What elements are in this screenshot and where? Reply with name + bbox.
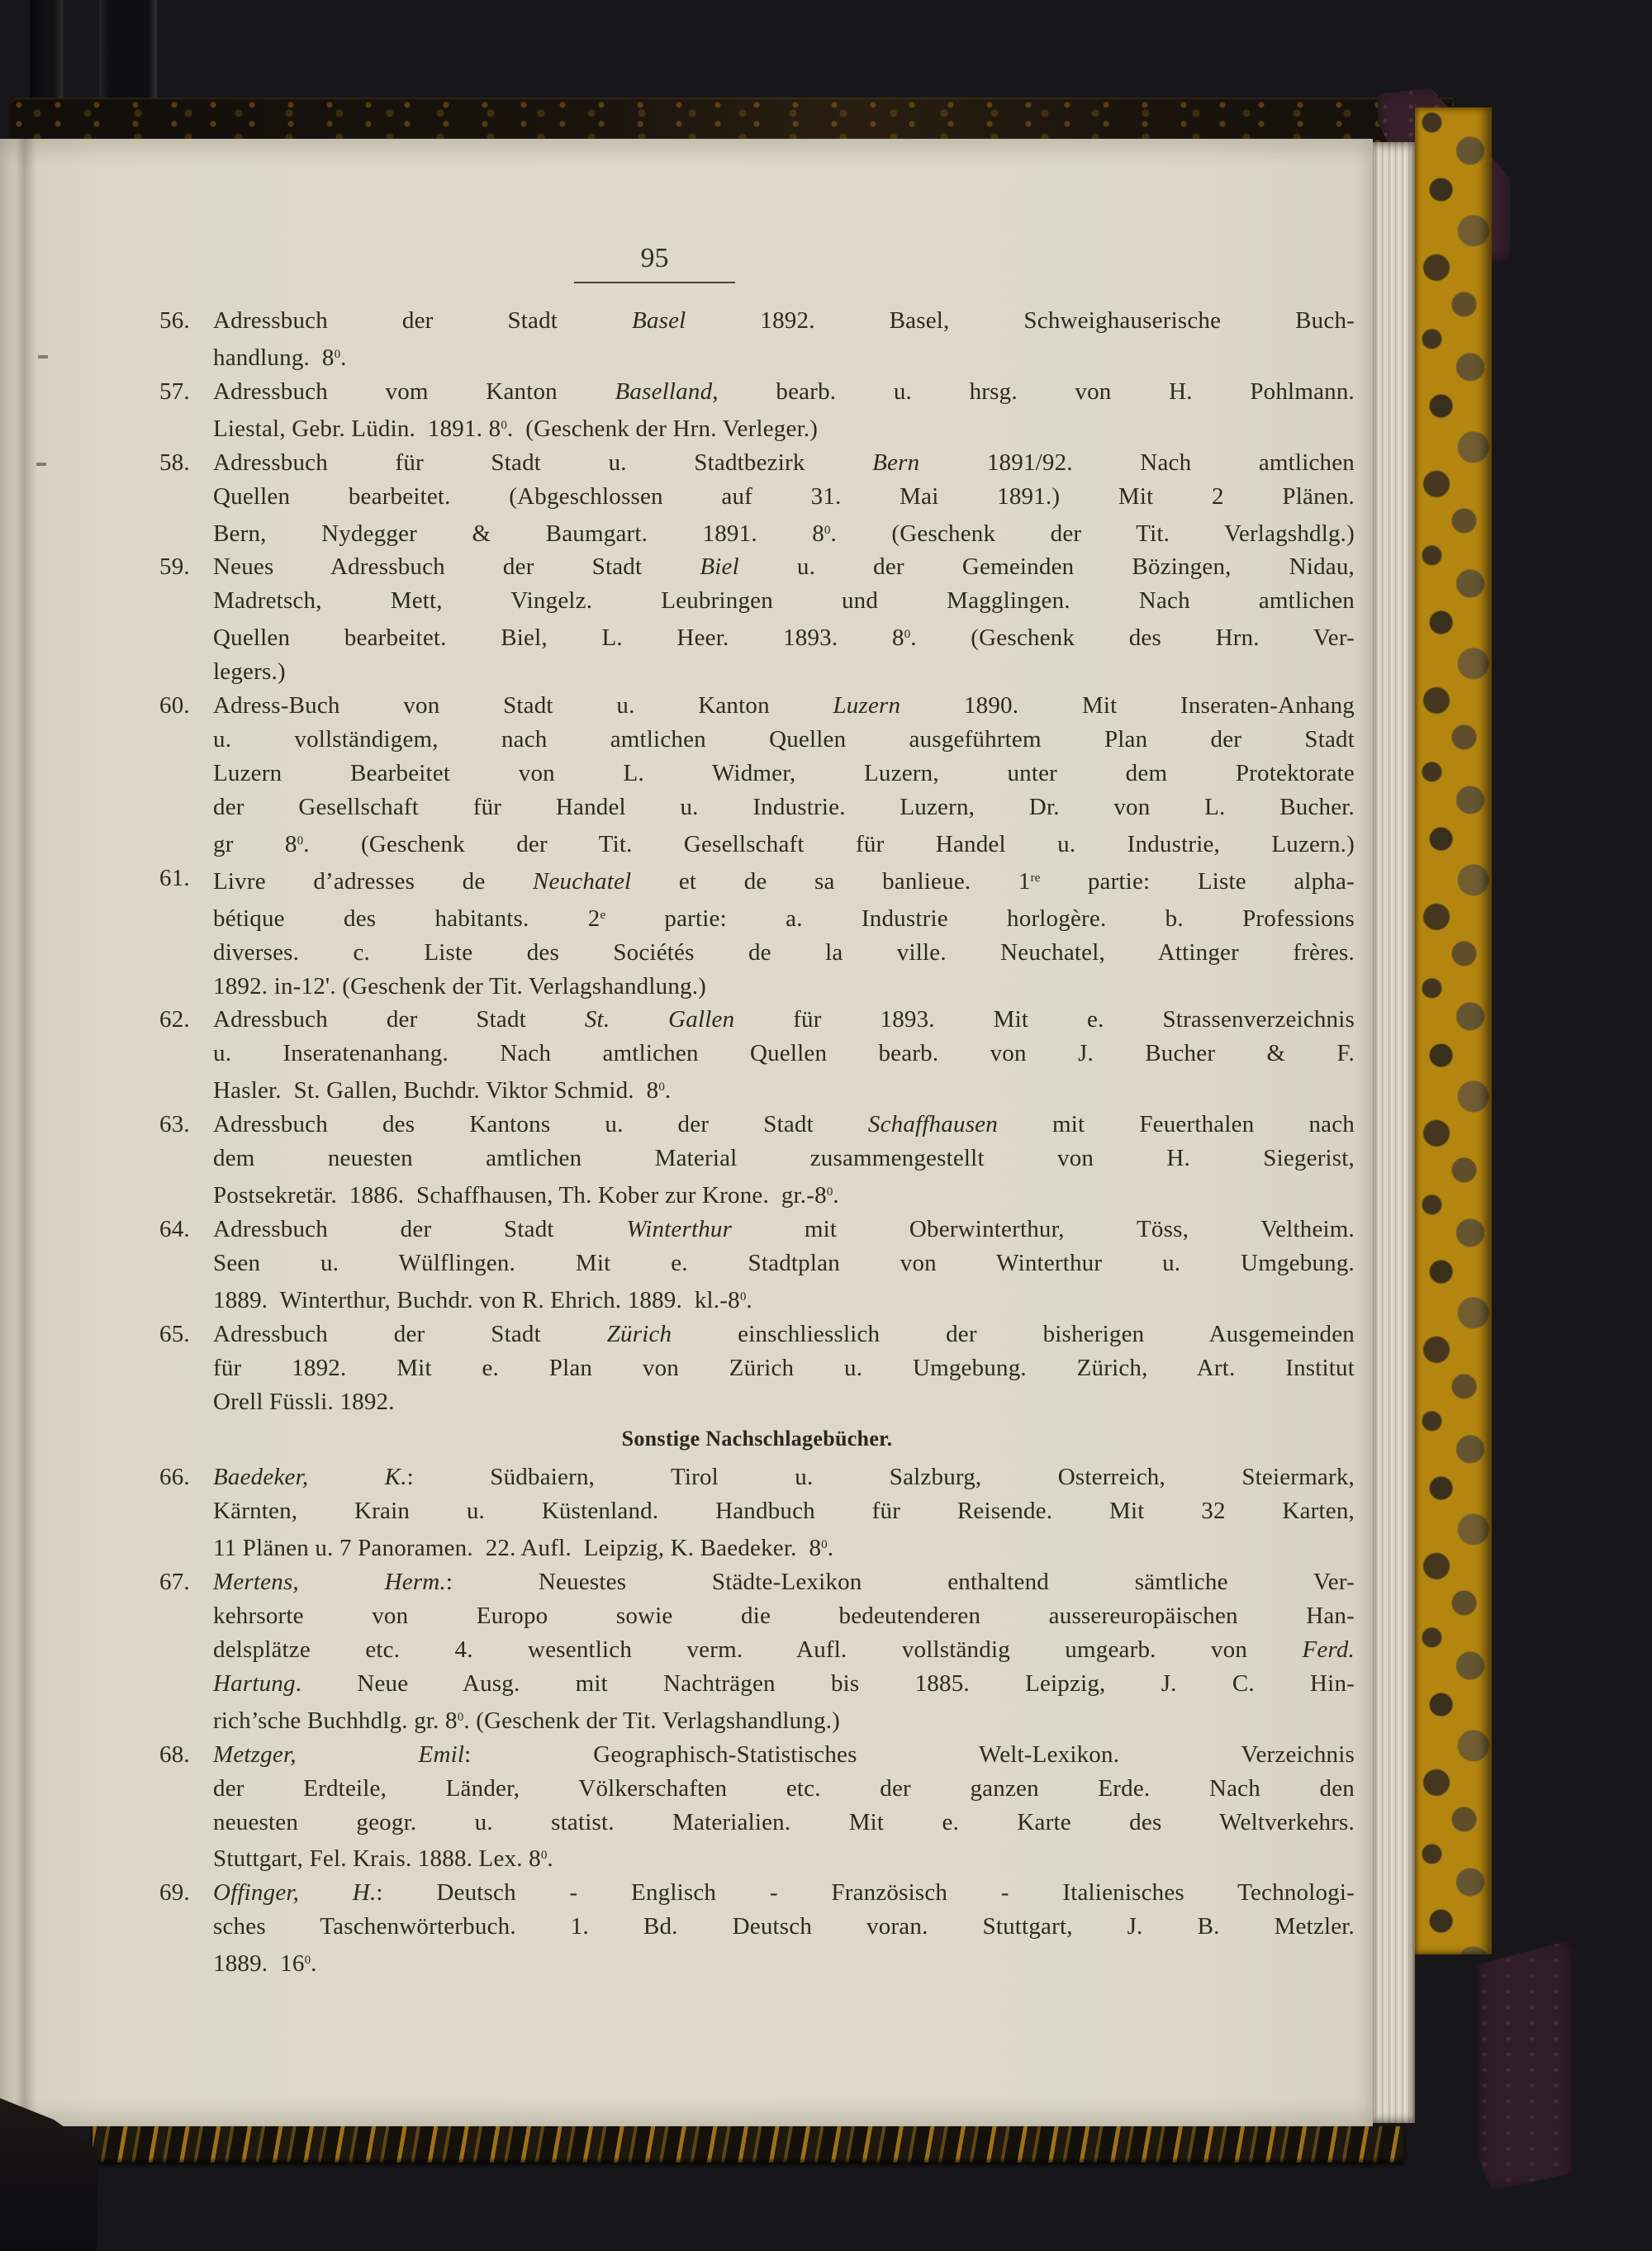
text-segment: Hasler. St. Gallen, Buchdr. Viktor Schmid. 8 (213, 1077, 659, 1104)
text-segment: dem neuesten amtlichen Material zusammengestellt von H. Siegerist, (213, 1145, 1355, 1172)
italic-text: Biel (700, 553, 739, 581)
text-segment: : Geographisch-Statistisches Welt-Lexikon. Verzeichnis (464, 1740, 1355, 1768)
text-line (213, 1876, 1355, 1910)
text-segment: Postsekretär. 1886. Schaffhausen, Th. Kober zur Krone. gr.-8 (213, 1182, 827, 1209)
text-segment: : Neuestes Städte-Lexikon enthaltend sämtliche Ver- (445, 1569, 1355, 1596)
entry-number: 69. (159, 1879, 190, 1907)
text-segment: Orell Füssli. 1892. (213, 1388, 395, 1415)
text-segment: Adressbuch vom Kanton (213, 378, 615, 405)
text-line (213, 1318, 1355, 1351)
text-line (213, 862, 1355, 899)
entry-list-city-addressbooks (159, 304, 1355, 1418)
entry-number: 61. (159, 864, 190, 891)
text-segment: Adressbuch des Kantons u. der Stadt (213, 1111, 868, 1138)
superscript-text: 0 (501, 418, 507, 432)
text-segment: Adressbuch der Stadt (213, 1320, 607, 1347)
text-line (213, 409, 1355, 446)
text-line (213, 1385, 1355, 1419)
text-line (213, 1806, 1355, 1840)
italic-text: Offinger, H. (213, 1879, 377, 1907)
italic-text: Bern (872, 449, 920, 476)
italic-text: Ferd. (1302, 1636, 1355, 1663)
text-segment: kehrsorte von Europo sowie die bedeutenderen aussereuropäischen Han- (213, 1603, 1355, 1630)
entry-number: 57. (159, 378, 190, 405)
text-segment: 1889. 16 (213, 1950, 305, 1978)
text-segment: bétique des habitants. 2 (213, 905, 601, 932)
catalog-entry (159, 446, 1355, 551)
text-line (213, 1142, 1355, 1175)
section-heading: Sonstige Nachschlagebücher. (621, 1427, 893, 1451)
catalog-entry (159, 1003, 1355, 1108)
text-segment: sches Taschenwörterbuch. 1. Bd. Deutsch voran. Stuttgart, J. B. Metzler. (213, 1913, 1355, 1940)
superscript-text: 0 (824, 523, 831, 537)
text-segment: . (311, 1950, 317, 1978)
text-segment: Adress-Buch von Stadt u. Kanton (213, 692, 833, 719)
text-line (213, 791, 1355, 824)
text-segment: mit Oberwinterthur, Töss, Veltheim. (732, 1215, 1355, 1242)
text-segment: , bearb. u. hrsg. von H. Pohlmann. (712, 378, 1355, 405)
superscript-text: e (600, 908, 606, 922)
text-line (213, 1247, 1355, 1280)
text-line (213, 1738, 1355, 1772)
entry-list-other-reference-books (159, 1460, 1355, 1981)
superscript-text: 0 (821, 1538, 828, 1552)
superscript-text: 0 (904, 628, 911, 642)
text-line (213, 618, 1355, 655)
text-segment: Liestal, Gebr. Lüdin. 1891. 8 (213, 415, 501, 442)
text-segment: : Deutsch - Englisch - Französisch - Italienisches Technologi- (376, 1879, 1355, 1907)
book-cover-top-edge (10, 97, 1454, 142)
text-segment: Kärnten, Krain u. Küstenland. Handbuch für Reisende. Mit 32 Karten, (213, 1498, 1355, 1525)
text-segment: 1891/92. Nach amtlichen (919, 449, 1355, 476)
text-segment: diverses. c. Liste des Sociétés de la ville. Neuchatel, Attinger frères. (213, 938, 1355, 966)
text-segment: . (Geschenk der Tit. Verlagshdlg.) (830, 520, 1355, 547)
superscript-text: 0 (457, 1710, 464, 1724)
text-segment: . (833, 1182, 839, 1209)
text-line (213, 1633, 1355, 1667)
text-line (213, 1108, 1355, 1142)
text-segment: für 1892. Mit e. Plan von Zürich u. Umgebung. Zürich, Art. Institut (213, 1354, 1355, 1381)
text-segment: . Neue Ausg. mit Nachträgen bis 1885. Leipzig, J. C. Hin- (295, 1669, 1355, 1697)
text-line (213, 480, 1355, 514)
superscript-text: 0 (297, 833, 304, 848)
page-fore-edge (1373, 142, 1415, 2123)
text-segment: . (340, 344, 347, 371)
text-segment: Quellen bearbeitet. Biel, L. Heer. 1893. 8 (213, 624, 904, 652)
text-segment: gr 8 (213, 830, 297, 857)
text-line (213, 1701, 1355, 1738)
text-line (213, 655, 1355, 689)
text-segment: für 1893. Mit e. Strassenverzeichnis (734, 1006, 1355, 1033)
text-segment: u. Inseratenanhang. Nach amtlichen Quellen bearb. von J. Bucher & F. (213, 1040, 1355, 1067)
catalog-entry (159, 375, 1355, 446)
page-gutter-crease (15, 139, 36, 2126)
text-segment: Seen u. Wülflingen. Mit e. Stadtplan von Winterthur u. Umgebung. (213, 1249, 1355, 1276)
text-segment: . (Geschenk des Hrn. Ver- (910, 624, 1355, 652)
entry-number: 66. (159, 1464, 190, 1491)
entry-number: 63. (159, 1111, 190, 1138)
superscript-text: 0 (739, 1289, 747, 1304)
text-segment: einschliesslich der bisherigen Ausgemeinden (672, 1320, 1355, 1347)
text-line (213, 550, 1355, 584)
entry-number: 59. (159, 553, 190, 581)
text-segment: . (664, 1077, 672, 1104)
text-line (213, 1494, 1355, 1528)
superscript-text: 0 (658, 1080, 665, 1095)
superscript-text: re (1030, 871, 1041, 885)
text-segment: partie: Liste alpha- (1040, 867, 1355, 895)
catalog-entry (159, 550, 1355, 689)
text-segment: delsplätze etc. 4. wesentlich verm. Aufl. vollständig umgearb. von (213, 1636, 1303, 1663)
text-line (213, 936, 1355, 970)
text-segment: legers.) (213, 658, 286, 686)
text-line (213, 970, 1355, 1004)
italic-text: Baselland (615, 378, 713, 405)
catalog-entry (159, 1318, 1355, 1419)
text-line (213, 1565, 1355, 1599)
entry-number: 64. (159, 1215, 190, 1242)
text-line (213, 375, 1355, 409)
book-cover-bottom-edge (93, 2126, 1404, 2163)
catalog-entry (159, 304, 1355, 375)
text-segment: u. vollständigem, nach amtlichen Quellen ausgeführtem Plan der Stadt (213, 726, 1355, 753)
text-line (213, 1280, 1355, 1318)
catalog-entry (159, 1738, 1355, 1877)
text-line (213, 514, 1355, 551)
text-segment: Adressbuch der Stadt (213, 1215, 627, 1242)
page-edge-mark (36, 463, 46, 466)
entry-number: 56. (159, 307, 190, 334)
text-segment: 1892. in-12'. (Geschenk der Tit. Verlagshandlung.) (213, 972, 707, 1000)
text-segment: Adressbuch der Stadt (213, 1006, 585, 1033)
text-line (213, 1003, 1355, 1037)
text-line (213, 584, 1355, 618)
catalog-entry (159, 1876, 1355, 1981)
text-segment: Madretsch, Mett, Vingelz. Leubringen und Magglingen. Nach amtlichen (213, 587, 1355, 615)
text-segment: Neues Adressbuch der Stadt (213, 553, 700, 581)
superscript-text: 0 (304, 1954, 311, 1968)
text-segment: der Erdteile, Länder, Völkerschaften etc. der ganzen Erde. Nach den (213, 1774, 1355, 1802)
italic-text: Winterthur (626, 1215, 733, 1242)
entry-number: 67. (159, 1569, 190, 1596)
entry-number: 62. (159, 1006, 190, 1033)
catalog-entry (159, 1565, 1355, 1738)
text-segment: 1892. Basel, Schweighauserische Buch- (686, 307, 1355, 334)
superscript-text: 0 (334, 347, 341, 361)
text-segment: u. der Gemeinden Bözingen, Nidau, (738, 553, 1355, 581)
italic-text: Hartung (213, 1669, 296, 1697)
superscript-text: 0 (826, 1185, 833, 1199)
text-line (213, 338, 1355, 375)
italic-text: Neuchatel (532, 867, 632, 895)
text-line (213, 689, 1355, 723)
entry-number: 58. (159, 449, 190, 476)
book-cover-corner-leather (1477, 1940, 1573, 2191)
entry-number: 65. (159, 1320, 190, 1347)
text-line (213, 1667, 1355, 1701)
text-line (213, 899, 1355, 936)
text-segment: . (Geschenk der Tit. Gesellschaft für Handel u. Industrie, Luzern.) (303, 830, 1355, 857)
text-segment: Stuttgart, Fel. Krais. 1888. Lex. 8 (213, 1845, 541, 1873)
text-segment: Quellen bearbeitet. (Abgeschlossen auf 31. Mai 1891.) Mit 2 Plänen. (213, 482, 1355, 510)
italic-text: Schaffhausen (867, 1111, 998, 1138)
text-segment: . (Geschenk der Hrn. Verleger.) (506, 415, 819, 442)
catalog-entry (159, 1460, 1355, 1565)
text-segment: Bern, Nydegger & Baumgart. 1891. 8 (213, 520, 824, 547)
text-line (213, 1213, 1355, 1247)
text-segment: . (547, 1845, 553, 1873)
book-cover-marbled-edge (1415, 107, 1492, 1954)
text-segment: mit Feuerthalen nach (997, 1111, 1355, 1138)
text-line (213, 1351, 1355, 1385)
text-line (213, 304, 1355, 338)
text-segment: . (Geschenk der Tit. Verlagshandlung.) (463, 1707, 841, 1734)
text-segment: Adressbuch für Stadt u. Stadtbezirk (213, 449, 873, 476)
text-segment: 1889. Winterthur, Buchdr. von R. Ehrich. 1889. kl.-8 (213, 1286, 740, 1313)
page-number: 95 (574, 243, 735, 283)
text-segment: 1890. Mit Inseraten-Anhang (900, 692, 1355, 719)
catalog-entry (159, 1213, 1355, 1318)
superscript-text: 0 (540, 1849, 548, 1863)
italic-text: Luzern (833, 692, 901, 719)
text-segment: et de sa banlieue. 1 (631, 867, 1031, 895)
italic-text: St. Gallen (584, 1006, 735, 1033)
text-line (213, 1910, 1355, 1944)
text-line (213, 1460, 1355, 1494)
italic-text: Mertens, Herm. (213, 1569, 446, 1596)
text-segment: der Gesellschaft für Handel u. Industrie. Luzern, Dr. von L. Bucher. (213, 793, 1355, 820)
text-line (213, 723, 1355, 757)
italic-text: Zürich (606, 1320, 672, 1347)
text-line (213, 1528, 1355, 1565)
text-segment: . (746, 1286, 752, 1313)
text-segment: rich’sche Buchhdlg. gr. 8 (213, 1707, 458, 1734)
text-line (213, 757, 1355, 791)
italic-text: Baedeker, K. (213, 1464, 407, 1491)
text-line (213, 1944, 1355, 1981)
catalog-text-column (159, 304, 1355, 1981)
text-line (213, 1175, 1355, 1213)
text-segment: 11 Plänen u. 7 Panoramen. 22. Aufl. Leipzig, K. Baedeker. 8 (213, 1535, 822, 1562)
text-line (213, 1037, 1355, 1071)
italic-text: Metzger, Emil (213, 1740, 465, 1768)
text-segment: handlung. 8 (213, 344, 335, 371)
page-edge-mark (38, 355, 48, 359)
italic-text: Basel (632, 307, 686, 334)
catalog-entry (159, 862, 1355, 1004)
catalog-entry (159, 689, 1355, 862)
text-segment: : Südbaiern, Tirol u. Salzburg, Osterreich, Steiermark, (406, 1464, 1355, 1491)
text-line (213, 1772, 1355, 1806)
entry-number: 60. (159, 692, 190, 719)
text-segment: neuesten geogr. u. statist. Materialien. Mit e. Karte des Weltverkehrs. (213, 1808, 1355, 1835)
text-segment: partie: a. Industrie horlogère. b. Professions (605, 905, 1355, 932)
text-line (213, 1839, 1355, 1876)
text-segment: Livre d’adresses de (213, 867, 533, 895)
text-segment: Adressbuch der Stadt (213, 307, 633, 334)
text-line (213, 824, 1355, 862)
entry-number: 68. (159, 1740, 190, 1768)
text-line (213, 1071, 1355, 1108)
text-segment: . (827, 1535, 834, 1562)
text-segment: Luzern Bearbeitet von L. Widmer, Luzern, unter dem Protektorate (213, 759, 1355, 786)
text-line (213, 446, 1355, 480)
catalog-entry (159, 1108, 1355, 1213)
text-line (213, 1599, 1355, 1633)
